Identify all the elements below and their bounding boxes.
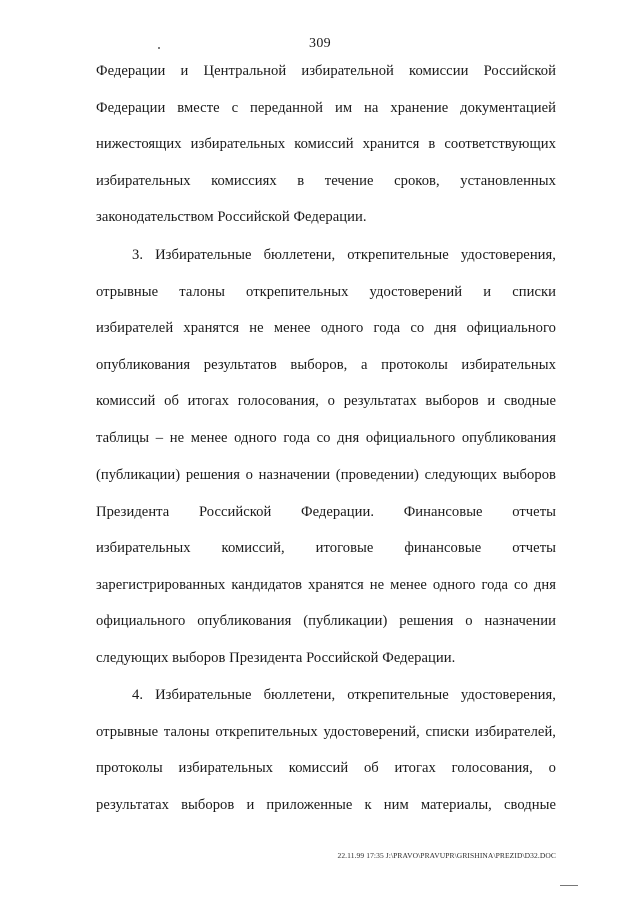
text-line: зарегистрированных кандидатов хранятся не менее одного года со дня (96, 577, 556, 593)
text-line: отрывные талоны открепительных удостоверений и списки (96, 284, 556, 300)
text-line: протоколы избирательных комиссий об итогах голосования, о (96, 760, 556, 776)
text-line: избирательных комиссий, итоговые финансовые отчеты (96, 540, 556, 556)
text-line: отрывные талоны открепительных удостоверений, списки избирателей, (96, 724, 556, 740)
text-line: таблицы – не менее одного года со дня официального опубликования (96, 430, 556, 446)
text-line: комиссий об итогах голосования, о результатах выборов и сводные (96, 393, 556, 409)
text-line: избирателей хранятся не менее одного года со дня официального (96, 320, 556, 336)
text-line: (публикации) решения о назначении (проведении) следующих выборов (96, 467, 556, 483)
scan-edge-mark (560, 885, 578, 886)
text-line: Федерации вместе с переданной им на хранение документацией (96, 100, 556, 116)
paragraph-3-start: 3. Избирательные бюллетени, открепительные удостоверения, (132, 247, 556, 263)
paragraph-4-start: 4. Избирательные бюллетени, открепительные удостоверения, (132, 687, 556, 703)
footer-file-path: 22.11.99 17:35 J:\PRAVO\PRAVUPR\GRISHINA\PREZID\D32.DOC (337, 851, 556, 860)
text-line: следующих выборов Президента Российской Федерации. (96, 650, 456, 666)
text-line: результатах выборов и приложенные к ним материалы, сводные (96, 797, 556, 813)
text-line: законодательством Российской Федерации. (96, 209, 367, 225)
text-line: Президента Российской Федерации. Финансовые отчеты (96, 504, 556, 520)
text-line: опубликования результатов выборов, а протоколы избирательных (96, 357, 556, 373)
text-line: избирательных комиссиях в течение сроков, установленных (96, 173, 556, 189)
text-line: нижестоящих избирательных комиссий хранится в соответствующих (96, 136, 556, 152)
text-line: Федерации и Центральной избирательной комиссии Российской (96, 63, 556, 79)
text-line: официального опубликования (публикации) решения о назначении (96, 613, 556, 629)
scan-speck (158, 47, 160, 49)
page-number: 309 (309, 36, 331, 51)
